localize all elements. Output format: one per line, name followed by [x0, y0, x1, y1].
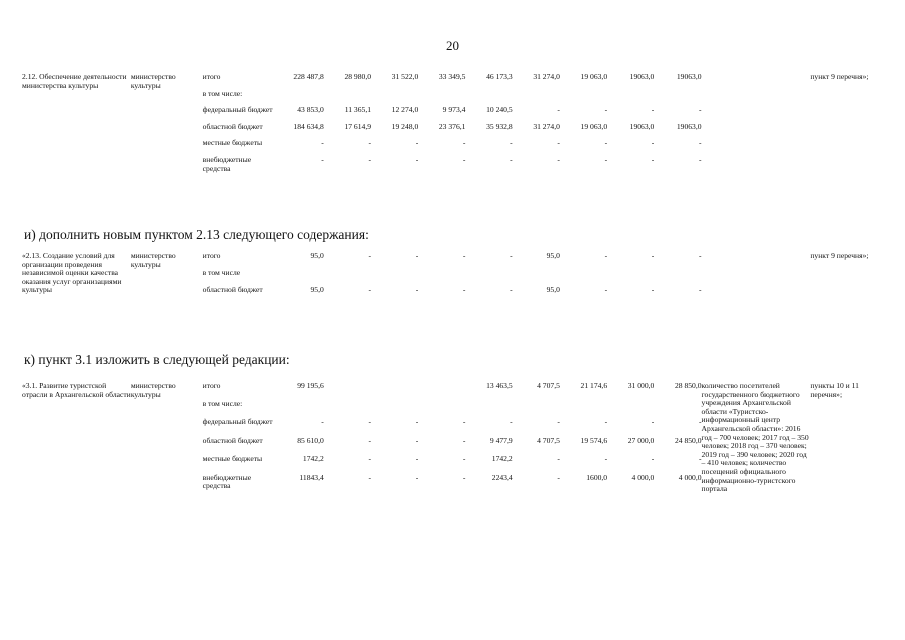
amount-cell: -	[415, 138, 419, 148]
amount-cell: -	[510, 251, 513, 260]
amount-cell: -	[651, 251, 655, 260]
amount-cell: 4 000,0	[631, 472, 655, 482]
amount-cell: -	[604, 454, 608, 464]
funding-source: в том числе:	[202, 88, 243, 98]
amount-cell: 9 477,9	[489, 435, 513, 445]
amount-cell	[324, 396, 371, 414]
amount-cell: 31 274,0	[533, 121, 560, 131]
amount-cell: -	[510, 154, 513, 164]
funding-source: внебюджетные средства	[202, 154, 252, 173]
amount-cell: 95,0	[310, 284, 324, 294]
amount-cell: -	[368, 138, 372, 148]
amount-cell: -	[462, 435, 466, 445]
amount-cell: 99 195,6	[297, 381, 324, 390]
amount-cell: 28 850,0	[674, 381, 702, 390]
item-executor: министерство культуры	[130, 251, 176, 269]
amount-cell: 19 248,0	[391, 121, 419, 131]
amount-cell: 10 240,5	[486, 105, 513, 115]
amount-cell	[418, 86, 465, 103]
table-row	[22, 252, 872, 265]
amount-cell: -	[510, 284, 513, 294]
amount-cell: -	[699, 454, 702, 464]
amount-cell: -	[557, 154, 560, 164]
amount-cell: -	[415, 251, 419, 260]
amount-cell: 31 522,0	[391, 72, 419, 81]
amount-cell: 11 365,1	[344, 105, 372, 115]
amount-cell: -	[462, 251, 466, 260]
amount-cell	[654, 396, 701, 414]
amount-cell: 31 274,0	[533, 72, 560, 81]
amount-cell: -	[462, 154, 466, 164]
amount-cell	[513, 265, 560, 282]
amount-cell	[277, 396, 324, 414]
amount-cell: -	[321, 138, 324, 148]
amount-cell: 9 973,4	[442, 105, 466, 115]
amount-cell: 95,0	[546, 251, 560, 260]
amount-cell: 21 174,6	[580, 381, 608, 390]
amount-cell: 184 634,8	[293, 121, 324, 131]
amount-cell: 19063,0	[629, 72, 655, 81]
amount-cell	[607, 396, 654, 414]
amount-cell: -	[699, 138, 702, 148]
page-number: 20	[446, 38, 459, 53]
amount-cell: -	[462, 417, 466, 427]
amount-cell: 12 274,0	[391, 105, 419, 115]
funding-source: областной бюджет	[202, 284, 263, 294]
amount-cell: -	[604, 417, 608, 427]
amount-cell: 19063,0	[676, 121, 702, 131]
item-reference: пункт 9 перечня»;	[810, 251, 869, 260]
amount-cell: -	[557, 472, 560, 482]
amount-cell: 27 000,0	[627, 435, 655, 445]
amount-cell: -	[462, 138, 466, 148]
amount-cell	[560, 396, 607, 414]
funding-source: в том числе:	[202, 398, 243, 408]
section-heading-2-13: и) дополнить новым пунктом 2.13 следующего содержания:	[24, 227, 369, 242]
amount-cell: -	[510, 138, 513, 148]
amount-cell: 2243,4	[491, 472, 513, 482]
amount-cell: 19 574,6	[580, 435, 608, 445]
item-executor: министерство культуры	[130, 72, 176, 90]
amount-cell: 1600,0	[586, 472, 608, 482]
amount-cell	[654, 265, 701, 282]
amount-cell: 19 063,0	[580, 72, 608, 81]
funding-source: федеральный бюджет	[202, 417, 273, 427]
amount-cell: -	[462, 284, 466, 294]
amount-cell: 4 707,5	[537, 435, 560, 445]
amount-cell	[277, 265, 324, 282]
amount-cell: 46 173,3	[486, 72, 513, 81]
amount-cell: -	[604, 251, 608, 260]
table-row	[22, 382, 872, 396]
amount-cell: -	[604, 105, 608, 115]
amount-cell	[513, 86, 560, 103]
funding-source: итого	[202, 72, 221, 81]
amount-cell	[418, 382, 465, 396]
amount-cell: 13 463,5	[486, 381, 513, 390]
funding-source: итого	[202, 381, 221, 390]
amount-cell: -	[415, 454, 419, 464]
amount-cell: 4 707,5	[537, 381, 560, 390]
amount-cell: -	[462, 454, 466, 464]
amount-cell	[418, 265, 465, 282]
item-reference: пункты 10 и 11 перечня»;	[810, 381, 859, 399]
amount-cell	[560, 265, 607, 282]
amount-cell: 19063,0	[676, 72, 702, 81]
amount-cell	[324, 86, 371, 103]
amount-cell	[607, 86, 654, 103]
amount-cell: -	[415, 154, 419, 164]
amount-cell: 17 614,9	[344, 121, 372, 131]
amount-cell	[418, 396, 465, 414]
amount-cell: -	[604, 138, 608, 148]
amount-cell	[465, 396, 512, 414]
amount-cell	[371, 86, 418, 103]
amount-cell: 1742,2	[491, 454, 513, 464]
funding-source: федеральный бюджет	[202, 105, 273, 115]
amount-cell: -	[651, 417, 655, 427]
item-name: 2.12. Обеспечение деятельности министерства культуры	[22, 72, 127, 90]
amount-cell: 85 610,0	[297, 435, 324, 445]
amount-cell: -	[415, 472, 419, 482]
amount-cell: -	[604, 284, 608, 294]
amount-cell: 31 000,0	[627, 381, 655, 390]
funding-source: областной бюджет	[202, 435, 263, 445]
amount-cell: -	[321, 154, 324, 164]
amount-cell	[371, 382, 418, 396]
amount-cell: 19 063,0	[580, 121, 608, 131]
item-name: «3.1. Развитие туристской отрасли в Архангельской области	[22, 381, 131, 399]
funding-source: местные бюджеты	[202, 138, 263, 148]
amount-cell: -	[368, 472, 372, 482]
amount-cell	[607, 265, 654, 282]
amount-cell: -	[604, 154, 608, 164]
item-indicator	[702, 252, 811, 299]
budget-table-3-1	[22, 382, 872, 498]
amount-cell: -	[699, 105, 702, 115]
amount-cell: 1742,2	[302, 454, 324, 464]
amount-cell: 95,0	[546, 284, 560, 294]
amount-cell: 35 932,8	[486, 121, 513, 131]
amount-cell: -	[557, 417, 560, 427]
amount-cell: -	[368, 454, 372, 464]
funding-source: в том числе	[202, 267, 241, 277]
amount-cell	[654, 86, 701, 103]
amount-cell: -	[510, 417, 513, 427]
item-indicator	[702, 73, 811, 177]
amount-cell: -	[415, 417, 419, 427]
amount-cell: 33 349,5	[438, 72, 466, 81]
amount-cell: -	[368, 435, 372, 445]
amount-cell	[513, 396, 560, 414]
amount-cell: -	[415, 435, 419, 445]
amount-cell	[277, 86, 324, 103]
amount-cell: -	[415, 284, 419, 294]
amount-cell: -	[368, 154, 372, 164]
amount-cell: 43 853,0	[297, 105, 324, 115]
amount-cell	[371, 396, 418, 414]
amount-cell: -	[651, 284, 655, 294]
amount-cell: 95,0	[310, 251, 324, 260]
amount-cell: 24 850,0	[674, 435, 702, 445]
amount-cell	[324, 382, 371, 396]
item-executor: министерство культуры	[130, 381, 176, 399]
amount-cell	[371, 265, 418, 282]
funding-source: итого	[202, 251, 221, 260]
amount-cell: -	[699, 417, 702, 427]
funding-source: местные бюджеты	[202, 454, 263, 464]
amount-cell	[465, 265, 512, 282]
amount-cell	[465, 86, 512, 103]
amount-cell: -	[699, 154, 702, 164]
amount-cell	[324, 265, 371, 282]
item-indicator: количество посетителей государственного бюджетного учреждения Архангельской области «Туристско-информационный центр Архангельской области»: 2016 год – 700 человек; 2017 год – 350 человек; 2018 год – 370 человек; 2019 год – 390 человек; 2020 год – 410 человек; количество посещений официального информационно-туристского портала	[701, 381, 809, 494]
amount-cell: -	[321, 417, 324, 427]
amount-cell: -	[651, 154, 655, 164]
item-reference: пункт 9 перечня»;	[810, 72, 869, 81]
amount-cell: -	[651, 105, 655, 115]
amount-cell: 19063,0	[629, 121, 655, 131]
amount-cell: -	[368, 284, 372, 294]
amount-cell: 228 487,8	[293, 72, 324, 81]
funding-source: внебюджетные средства	[202, 472, 252, 491]
budget-table-2-13	[22, 252, 872, 299]
table-row	[22, 73, 872, 86]
amount-cell: -	[651, 138, 655, 148]
amount-cell: -	[557, 454, 560, 464]
amount-cell: -	[557, 105, 560, 115]
amount-cell: 23 376,1	[438, 121, 466, 131]
amount-cell: 28 980,0	[344, 72, 372, 81]
budget-table-2-12	[22, 73, 872, 177]
amount-cell: -	[368, 251, 372, 260]
amount-cell: 4 000,0	[678, 472, 702, 482]
amount-cell: -	[699, 251, 702, 260]
amount-cell	[560, 86, 607, 103]
funding-source: областной бюджет	[202, 121, 263, 131]
amount-cell: -	[462, 472, 466, 482]
amount-cell: -	[651, 454, 655, 464]
amount-cell: 11843,4	[299, 472, 324, 482]
section-heading-3-1: к) пункт 3.1 изложить в следующей редакции:	[24, 352, 290, 367]
amount-cell: -	[368, 417, 372, 427]
amount-cell: -	[699, 284, 702, 294]
amount-cell: -	[557, 138, 560, 148]
item-name: «2.13. Создание условий для организации проведения независимой оценки качества оказания услуг организациями культуры	[22, 251, 122, 295]
